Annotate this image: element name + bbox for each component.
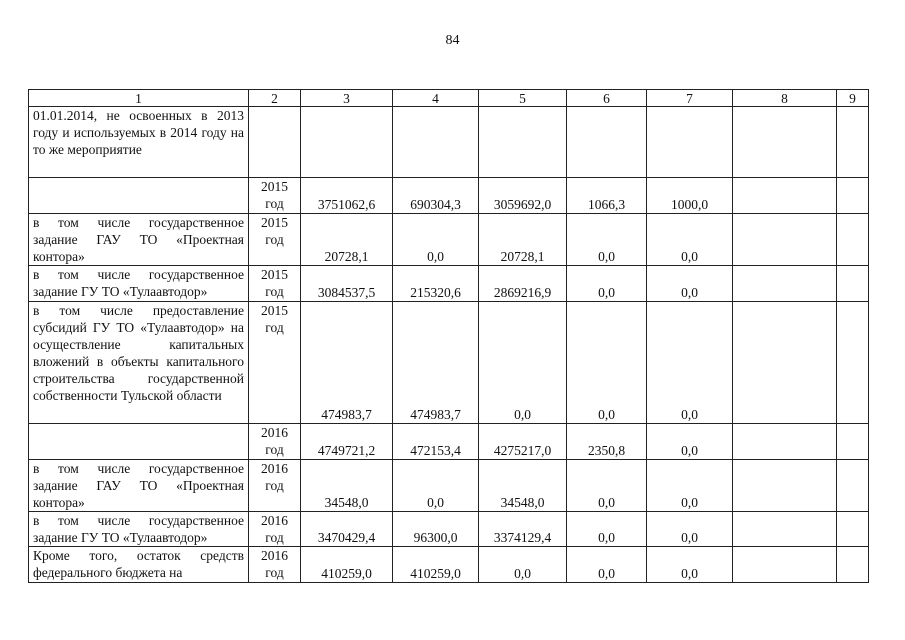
cell-col8 (733, 178, 837, 214)
row-year: 2016 год (249, 547, 301, 583)
cell-col7: 0,0 (647, 547, 733, 583)
row-year: 2016 год (249, 424, 301, 460)
header-cell: 9 (837, 90, 869, 107)
cell-col9 (837, 214, 869, 266)
cell-col7: 0,0 (647, 214, 733, 266)
header-cell: 7 (647, 90, 733, 107)
cell-col4 (393, 107, 479, 178)
cell-col6: 0,0 (567, 214, 647, 266)
cell-total: 3084537,5 (301, 266, 393, 302)
row-year: 2015 год (249, 178, 301, 214)
cell-col7: 0,0 (647, 266, 733, 302)
cell-total: 34548,0 (301, 460, 393, 512)
cell-col9 (837, 302, 869, 424)
cell-col6: 0,0 (567, 460, 647, 512)
cell-col6: 1066,3 (567, 178, 647, 214)
row-description: в том числе государственное задание ГАУ ТО «Проектная контора» (29, 460, 249, 512)
cell-col8 (733, 214, 837, 266)
row-year: 2015 год (249, 266, 301, 302)
table-row (29, 107, 869, 178)
cell-col7: 0,0 (647, 512, 733, 547)
cell-col8 (733, 107, 837, 178)
cell-col8 (733, 460, 837, 512)
row-description: в том числе государственное задание ГУ ТО «Тулаавтодор» (29, 266, 249, 302)
cell-col4: 690304,3 (393, 178, 479, 214)
row-description (29, 424, 249, 460)
cell-col9 (837, 178, 869, 214)
cell-col8 (733, 512, 837, 547)
row-description: в том числе предоставление субсидий ГУ ТО «Тулаавтодор» на осуществление капитальных вложений в объекты капитального строительства государственной собственности Тульской области (29, 302, 249, 424)
cell-col4: 474983,7 (393, 302, 479, 424)
cell-col8 (733, 547, 837, 583)
cell-col5: 20728,1 (479, 214, 567, 266)
table-row (29, 266, 869, 302)
cell-col4: 472153,4 (393, 424, 479, 460)
row-year (249, 107, 301, 178)
cell-col5: 2869216,9 (479, 266, 567, 302)
budget-table (28, 89, 869, 583)
cell-col4: 96300,0 (393, 512, 479, 547)
cell-col5: 4275217,0 (479, 424, 567, 460)
header-cell: 8 (733, 90, 837, 107)
cell-col5: 0,0 (479, 302, 567, 424)
table-row (29, 460, 869, 512)
cell-col8 (733, 266, 837, 302)
cell-col5 (479, 107, 567, 178)
cell-col4: 410259,0 (393, 547, 479, 583)
row-year: 2015 год (249, 214, 301, 266)
table-row (29, 512, 869, 547)
cell-col9 (837, 266, 869, 302)
table-row (29, 214, 869, 266)
cell-col9 (837, 547, 869, 583)
cell-col6: 2350,8 (567, 424, 647, 460)
cell-col5: 3059692,0 (479, 178, 567, 214)
cell-col9 (837, 512, 869, 547)
row-description: Кроме того, остаток средств федерального бюджета на (29, 547, 249, 583)
cell-col8 (733, 302, 837, 424)
cell-col4: 215320,6 (393, 266, 479, 302)
cell-col4: 0,0 (393, 214, 479, 266)
table-row (29, 547, 869, 583)
row-description: в том числе государственное задание ГАУ ТО «Проектная контора» (29, 214, 249, 266)
table-row (29, 178, 869, 214)
cell-col5: 0,0 (479, 547, 567, 583)
cell-col7 (647, 107, 733, 178)
row-description: в том числе государственное задание ГУ ТО «Тулаавтодор» (29, 512, 249, 547)
header-cell: 5 (479, 90, 567, 107)
cell-total: 3751062,6 (301, 178, 393, 214)
row-description (29, 178, 249, 214)
header-cell: 1 (29, 90, 249, 107)
cell-col6: 0,0 (567, 302, 647, 424)
page-number: 84 (445, 33, 460, 48)
cell-col6: 0,0 (567, 266, 647, 302)
cell-total: 410259,0 (301, 547, 393, 583)
cell-col7: 1000,0 (647, 178, 733, 214)
row-year: 2016 год (249, 512, 301, 547)
table-row (29, 424, 869, 460)
row-description: 01.01.2014, не освоенных в 2013 году и используемых в 2014 году на то же мероприятие (29, 107, 249, 178)
table-row (29, 302, 869, 424)
cell-col5: 3374129,4 (479, 512, 567, 547)
cell-total: 4749721,2 (301, 424, 393, 460)
cell-total: 3470429,4 (301, 512, 393, 547)
cell-col9 (837, 424, 869, 460)
row-year: 2016 год (249, 460, 301, 512)
header-cell: 6 (567, 90, 647, 107)
cell-col4: 0,0 (393, 460, 479, 512)
row-year: 2015 год (249, 302, 301, 424)
cell-col8 (733, 424, 837, 460)
cell-total: 20728,1 (301, 214, 393, 266)
cell-col7: 0,0 (647, 302, 733, 424)
header-cell: 2 (249, 90, 301, 107)
cell-col6: 0,0 (567, 547, 647, 583)
header-cell: 4 (393, 90, 479, 107)
cell-total (301, 107, 393, 178)
cell-col6 (567, 107, 647, 178)
header-cell: 3 (301, 90, 393, 107)
cell-col7: 0,0 (647, 460, 733, 512)
cell-col7: 0,0 (647, 424, 733, 460)
cell-total: 474983,7 (301, 302, 393, 424)
cell-col9 (837, 107, 869, 178)
cell-col9 (837, 460, 869, 512)
cell-col6: 0,0 (567, 512, 647, 547)
table-header-row (29, 90, 869, 107)
cell-col5: 34548,0 (479, 460, 567, 512)
